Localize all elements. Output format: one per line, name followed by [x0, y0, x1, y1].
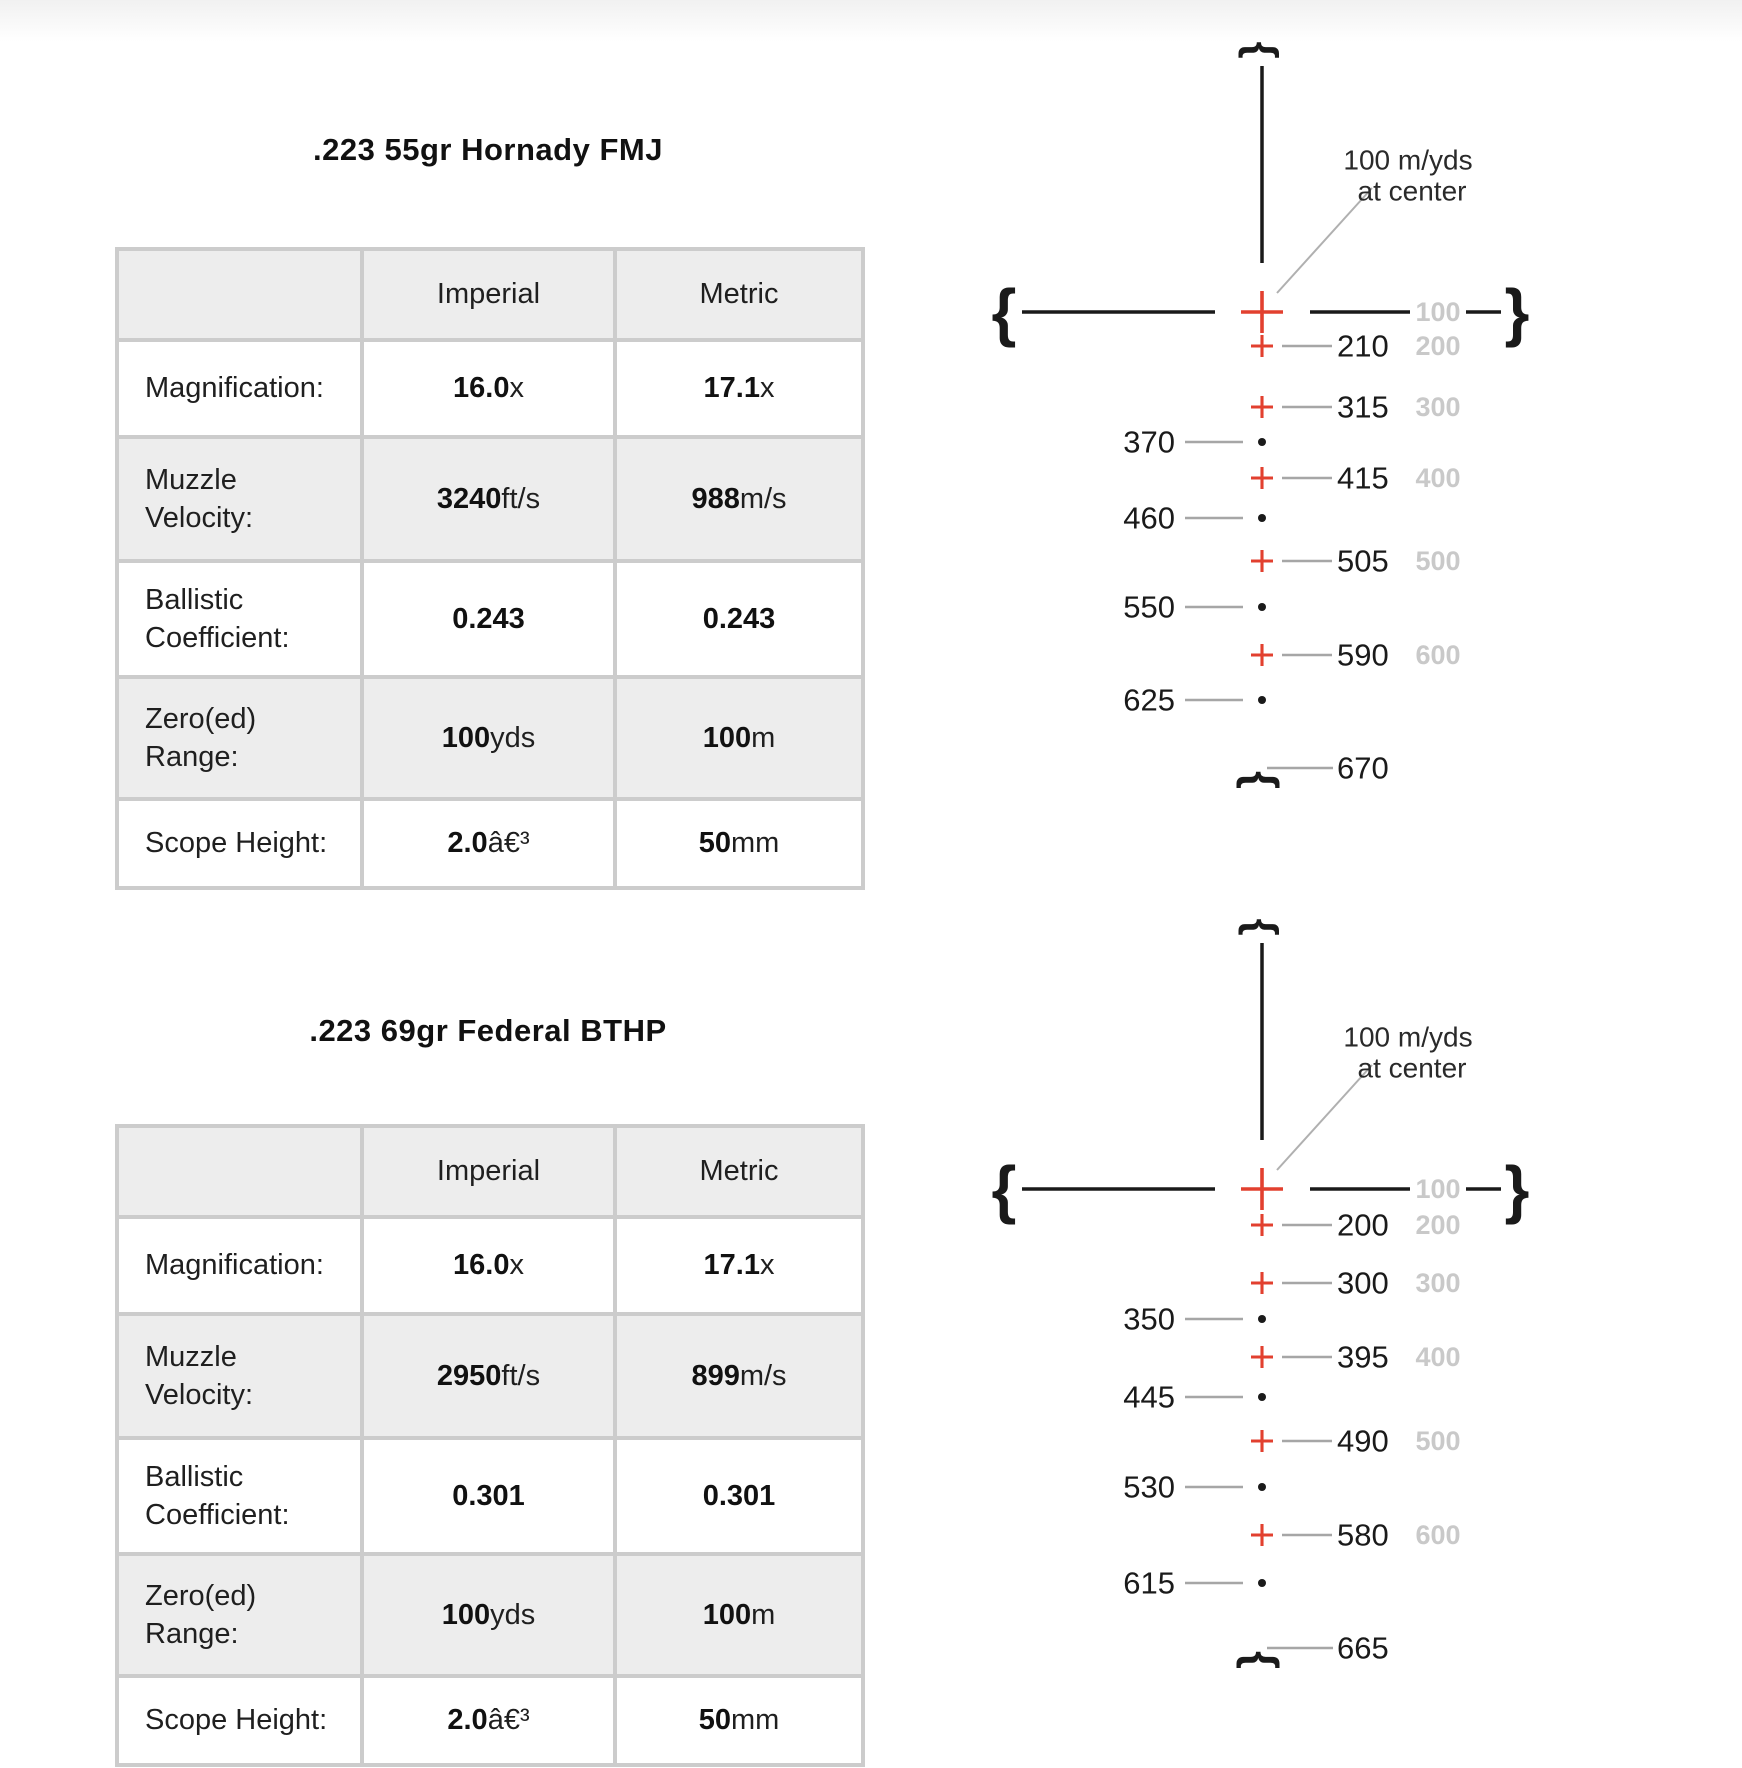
center-note-line1: 100 m/yds: [1343, 144, 1473, 176]
holdover-dot-icon: [1258, 1393, 1266, 1401]
metric-value: 0.243: [615, 561, 863, 677]
holdover-dot-icon: [1258, 514, 1266, 522]
holdover-dot-icon: [1258, 603, 1266, 611]
row-label: Magnification:: [117, 1217, 362, 1314]
range-label: 500: [1415, 546, 1461, 576]
metric-value: 899m/s: [615, 1314, 863, 1438]
table-row: [117, 677, 863, 799]
range-label: 600: [1415, 640, 1461, 670]
holdover-distance-label: 460: [1123, 500, 1175, 536]
imperial-value: 16.0x: [362, 340, 615, 437]
table-row: [117, 1676, 863, 1765]
range-label: 400: [1415, 1342, 1461, 1372]
center-note-line2: at center: [1357, 1052, 1467, 1084]
holdover-dot-icon: [1258, 1579, 1266, 1587]
table-row: [117, 1126, 863, 1217]
left-bracket-icon: {: [991, 276, 1017, 348]
table-row: [117, 1438, 863, 1554]
range-label: 400: [1415, 463, 1461, 493]
holdover-distance-label: 200: [1337, 1207, 1389, 1243]
row-label: Ballistic Coefficient:: [117, 561, 362, 677]
range-label: 600: [1415, 1520, 1461, 1550]
row-label: Scope Height:: [117, 799, 362, 888]
table-row: [117, 799, 863, 888]
imperial-value: 3240ft/s: [362, 437, 615, 561]
row-label: Zero(ed) Range:: [117, 677, 362, 799]
col-header-metric: Metric: [615, 249, 863, 340]
holdover-distance-label: 350: [1123, 1301, 1175, 1337]
metric-value: 50mm: [615, 799, 863, 888]
row-label: Ballistic Coefficient:: [117, 1438, 362, 1554]
holdover-distance-label: 625: [1123, 682, 1175, 718]
range-label: 200: [1415, 331, 1461, 361]
holdover-distance-label: 505: [1337, 543, 1389, 579]
range-label: 300: [1415, 392, 1461, 422]
holdover-distance-label: 665: [1337, 1630, 1389, 1666]
center-note-line1: 100 m/yds: [1343, 1021, 1473, 1053]
holdover-distance-label: 550: [1123, 589, 1175, 625]
range-label-100: 100: [1415, 297, 1461, 327]
col-header-imperial: Imperial: [362, 249, 615, 340]
metric-value: 100m: [615, 677, 863, 799]
imperial-value: 0.301: [362, 1438, 615, 1554]
imperial-value: 0.243: [362, 561, 615, 677]
table-row: [117, 1314, 863, 1438]
holdover-dot-icon: [1258, 696, 1266, 704]
table-row: [117, 249, 863, 340]
corner-cell: [117, 249, 362, 340]
holdover-distance-label: 370: [1123, 424, 1175, 460]
top-break-icon: {: [1237, 918, 1287, 936]
metric-value: 17.1x: [615, 340, 863, 437]
metric-value: 988m/s: [615, 437, 863, 561]
imperial-value: 16.0x: [362, 1217, 615, 1314]
range-label: 500: [1415, 1426, 1461, 1456]
metric-value: 100m: [615, 1554, 863, 1676]
holdover-distance-label: 395: [1337, 1339, 1389, 1375]
range-label: 300: [1415, 1268, 1461, 1298]
holdover-distance-label: 415: [1337, 460, 1389, 496]
top-break-icon: {: [1237, 41, 1287, 59]
row-label: Muzzle Velocity:: [117, 437, 362, 561]
holdover-dot-icon: [1258, 438, 1266, 446]
ballistics-table-1: [115, 247, 865, 890]
holdover-distance-label: 210: [1337, 328, 1389, 364]
holdover-distance-label: 490: [1337, 1423, 1389, 1459]
reticle-svg: [960, 897, 1580, 1687]
imperial-value: 2.0â€³: [362, 799, 615, 888]
right-bracket-icon: }: [1504, 1153, 1530, 1225]
table-row: [117, 437, 863, 561]
metric-value: 0.301: [615, 1438, 863, 1554]
imperial-value: 2950ft/s: [362, 1314, 615, 1438]
metric-value: 17.1x: [615, 1217, 863, 1314]
imperial-value: 100yds: [362, 677, 615, 799]
metric-value: 50mm: [615, 1676, 863, 1765]
table-row: [117, 561, 863, 677]
holdover-distance-label: 590: [1337, 637, 1389, 673]
holdover-dot-icon: [1258, 1315, 1266, 1323]
row-label: Magnification:: [117, 340, 362, 437]
holdover-distance-label: 530: [1123, 1469, 1175, 1505]
col-header-metric: Metric: [615, 1126, 863, 1217]
holdover-distance-label: 615: [1123, 1565, 1175, 1601]
center-note-line2: at center: [1357, 175, 1467, 207]
reticle-svg: [960, 20, 1580, 810]
holdover-distance-label: 670: [1337, 750, 1389, 786]
table-row: [117, 340, 863, 437]
range-label-100: 100: [1415, 1174, 1461, 1204]
reticle-diagram-1: [960, 20, 1580, 810]
imperial-value: 2.0â€³: [362, 1676, 615, 1765]
left-bracket-icon: {: [991, 1153, 1017, 1225]
row-label: Scope Height:: [117, 1676, 362, 1765]
col-header-imperial: Imperial: [362, 1126, 615, 1217]
reticle-diagram-2: [960, 897, 1580, 1687]
right-bracket-icon: }: [1504, 276, 1530, 348]
holdover-distance-label: 315: [1337, 389, 1389, 425]
corner-cell: [117, 1126, 362, 1217]
imperial-value: 100yds: [362, 1554, 615, 1676]
range-label: 200: [1415, 1210, 1461, 1240]
section-2-title: .223 69gr Federal BTHP: [309, 1013, 667, 1048]
bottom-break-icon: {: [1236, 771, 1288, 789]
holdover-distance-label: 580: [1337, 1517, 1389, 1553]
holdover-dot-icon: [1258, 1483, 1266, 1491]
row-label: Muzzle Velocity:: [117, 1314, 362, 1438]
ballistics-table-2: [115, 1124, 865, 1767]
table-row: [117, 1554, 863, 1676]
bottom-break-icon: {: [1236, 1651, 1288, 1669]
table-row: [117, 1217, 863, 1314]
holdover-distance-label: 445: [1123, 1379, 1175, 1415]
row-label: Zero(ed) Range:: [117, 1554, 362, 1676]
holdover-distance-label: 300: [1337, 1265, 1389, 1301]
section-1-title: .223 55gr Hornady FMJ: [313, 132, 663, 167]
